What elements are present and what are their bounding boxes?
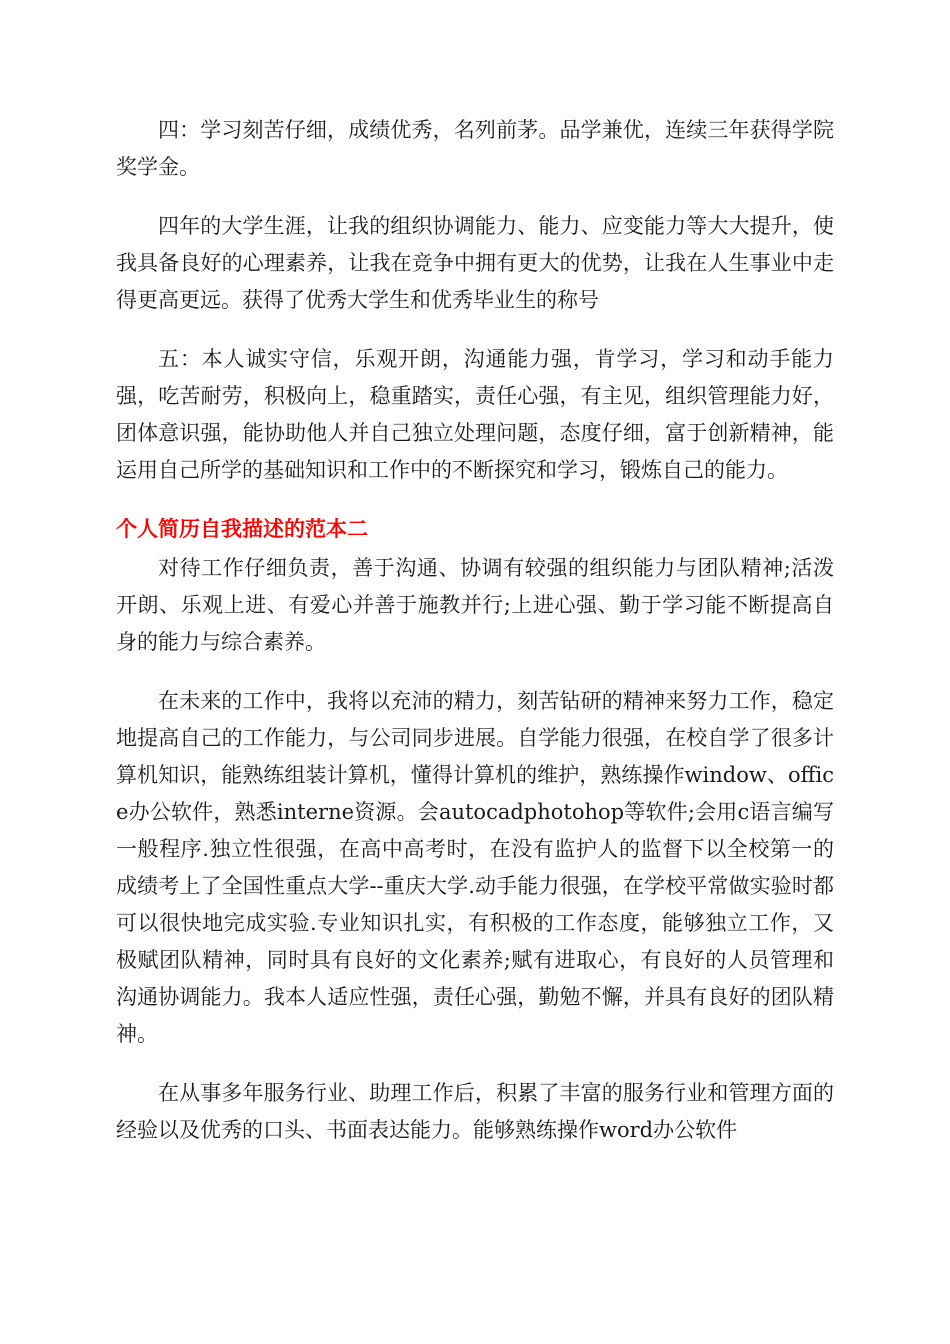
paragraph-service-experience: 在从事多年服务行业、助理工作后，积累了丰富的服务行业和管理方面的经验以及优秀的口头、书面表达能力。能够熟练操作word办公软件 bbox=[116, 1081, 834, 1142]
section-heading: 个人简历自我描述的范本二 bbox=[116, 517, 368, 541]
paragraph-future-work: 在未来的工作中，我将以充沛的精力，刻苦钻研的精神来努力工作，稳定地提高自己的工作能力，与公司同步进展。自学能力很强，在校自学了很多计算机知识，能熟练组装计算机，懂得计算机的维护，熟练操作window、office办公软件，熟悉interne资源。会autocadphotohop等软件;会用c语言编写一般程序.独立性很强，在高中高考时，在没有监护人的监督下以全校第一的成绩考上了全国性重点大学--重庆大学.动手能力很强，在学校平常做实验时都可以很快地完成实验.专业知识扎实，有积极的工作态度，能够独立工作，又极赋团队精神，同时具有良好的文化素养;赋有进取心，有良好的人员管理和沟通协调能力。我本人适应性强，责任心强，勤勉不懈，并具有良好的团队精神。 bbox=[116, 689, 834, 1046]
paragraph-item-five: 五：本人诚实守信，乐观开朗，沟通能力强，肯学习，学习和动手能力强，吃苦耐劳，积极向上，稳重踏实，责任心强，有主见，组织管理能力好，团体意识强，能协助他人并自己独立处理问题，态度仔细，富于创新精神，能运用自己所学的基础知识和工作中的不断探究和学习，锻炼自己的能力。 bbox=[116, 347, 834, 482]
paragraph-item-four: 四：学习刻苦仔细，成绩优秀，名列前茅。品学兼优，连续三年获得学院奖学金。 bbox=[116, 118, 834, 179]
paragraph-university-years: 四年的大学生涯，让我的组织协调能力、能力、应变能力等大大提升，使我具备良好的心理素养，让我在竞争中拥有更大的优势，让我在人生事业中走得更高更远。获得了优秀大学生和优秀毕业生的称号 bbox=[116, 214, 834, 312]
document-body bbox=[116, 112, 834, 1171]
paragraph-work-attitude: 对待工作仔细负责，善于沟通、协调有较强的组织能力与团队精神;活泼开朗、乐观上进、有爱心并善于施教并行;上进心强、勤于学习能不断提高自身的能力与综合素养。 bbox=[116, 556, 834, 654]
